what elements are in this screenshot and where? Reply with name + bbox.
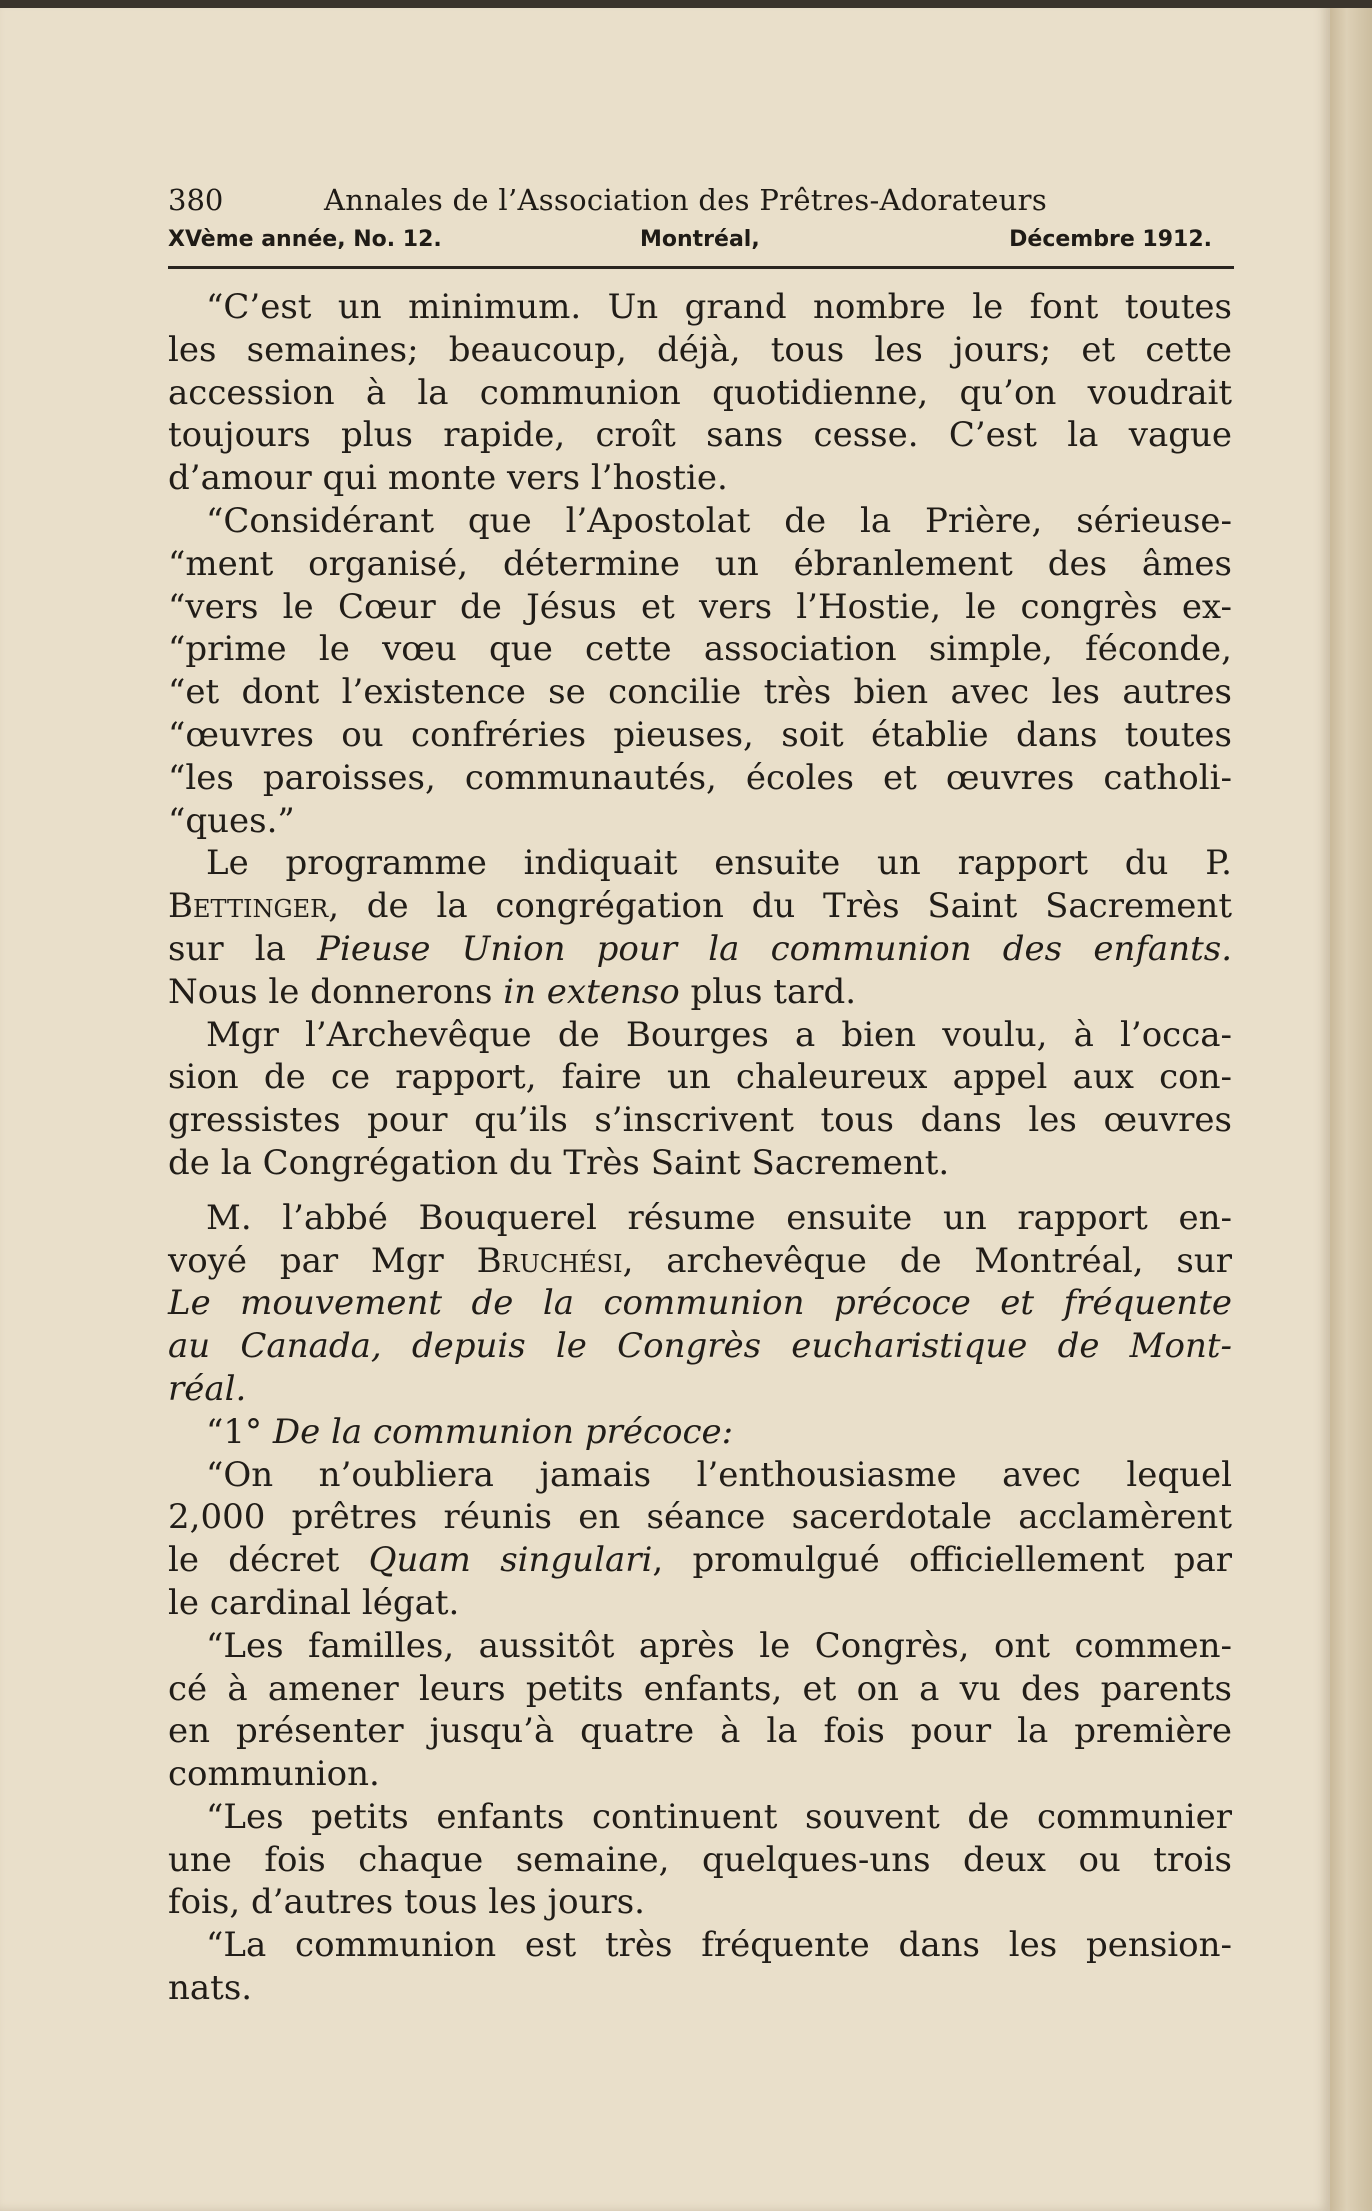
text-line: “C’est un minimum. Un grand nombre le font toutes [206, 287, 1232, 327]
text-line: “La communion est très fréquente dans les pension- [206, 1925, 1232, 1966]
text-line [168, 971, 1232, 1014]
text-line [168, 1240, 1232, 1283]
report-title: Pieuse Union pour la communion des enfants. [317, 928, 1233, 969]
text-line: cé à amener leurs petits enfants, et on a vu des parents [168, 1668, 1232, 1709]
page-number: 380 [168, 183, 224, 217]
text-span: Nous le donnerons [168, 971, 504, 1012]
text-line: “ques.” [168, 800, 295, 841]
section-heading: De la communion précoce: [272, 1411, 734, 1452]
text-line [168, 1325, 1232, 1368]
text-span: , archevêque de Montréal, sur [622, 1240, 1232, 1281]
text-span: “1° [206, 1411, 273, 1452]
top-border [0, 0, 1372, 8]
text-line: “prime le vœu que cette association simple, féconde, [168, 629, 1232, 670]
text-line: les semaines; beaucoup, déjà, tous les jours; et cette [168, 329, 1232, 370]
text-line: 2,000 prêtres réunis en séance sacerdotale acclamèrent [168, 1497, 1232, 1538]
text-line: accession à la communion quotidienne, qu’on voudrait [168, 372, 1232, 413]
text-line: d’amour qui monte vers l’hostie. [168, 458, 728, 499]
text-span: , de la congrégation du Très Saint Sacrement [328, 886, 1232, 927]
text-line: “Considérant que l’Apostolat de la Prière, sérieuse- [206, 500, 1232, 541]
text-line: Mgr l’Archevêque de Bourges a bien voulu, à l’occa- [206, 1014, 1232, 1055]
text-line [168, 885, 1232, 928]
text-line: communion. [168, 1754, 380, 1795]
text-line: le cardinal légat. [168, 1582, 460, 1623]
author-name: Bettinger [168, 886, 329, 927]
text-line: de la Congrégation du Très Saint Sacrement. [168, 1142, 950, 1183]
text-line: Le programme indiquait ensuite un rapport du P. [206, 843, 1232, 884]
text-line: une fois chaque semaine, quelques-uns deux ou trois [168, 1839, 1232, 1880]
text-line [168, 928, 1232, 971]
journal-title: Annales de l’Association des Prêtres-Adorateurs [324, 183, 1047, 217]
text-line: “vers le Cœur de Jésus et vers l’Hostie, le congrès ex- [168, 586, 1232, 627]
text-line: sion de ce rapport, faire un chaleureux appel aux con- [168, 1057, 1232, 1098]
text-line [168, 1539, 1232, 1582]
report-title: Le mouvement de la communion précoce et fréquente [168, 1283, 1232, 1324]
text-line: “œuvres ou confréries pieuses, soit établie dans toutes [168, 714, 1232, 755]
latin-phrase: in extenso [503, 971, 680, 1012]
report-title: au Canada, depuis le Congrès eucharistique de Mont- [168, 1326, 1232, 1367]
year-issue: XVème année, No. 12. [168, 227, 442, 252]
header-rule [168, 266, 1234, 269]
text-line: “les paroisses, communautés, écoles et œuvres catholi- [168, 757, 1232, 798]
text-line: fois, d’autres tous les jours. [168, 1882, 645, 1923]
body-text [168, 286, 1232, 2010]
paragraph-gap [168, 1185, 1232, 1197]
text-span: , promulgué officiellement par [652, 1540, 1232, 1581]
report-title: réal. [168, 1368, 247, 1409]
page-edge [1330, 0, 1372, 2211]
text-span: voyé par Mgr [168, 1240, 477, 1281]
text-line: “Les familles, aussitôt après le Congrès, ont commen- [206, 1625, 1232, 1666]
city: Montréal, [640, 227, 760, 252]
text-line: nats. [168, 1968, 253, 2009]
text-line [168, 1282, 1232, 1325]
text-line: “Les petits enfants continuent souvent de communier [206, 1796, 1232, 1837]
running-header [168, 183, 1232, 261]
archbishop-name: Bruchési [476, 1240, 623, 1281]
text-line: gressistes pour qu’ils s’inscrivent tous dans les œuvres [168, 1100, 1232, 1141]
text-line [168, 1368, 1232, 1411]
text-line: “On n’oubliera jamais l’enthousiasme avec lequel [206, 1454, 1232, 1495]
decree-title: Quam singulari [368, 1540, 653, 1581]
text-line: “et dont l’existence se concilie très bien avec les autres [168, 672, 1232, 713]
text-span: sur la [168, 928, 318, 969]
text-line [168, 1411, 1232, 1454]
text-span: le décret [168, 1540, 369, 1581]
text-line: en présenter jusqu’à quatre à la fois pour la première [168, 1711, 1232, 1752]
issue-date: Décembre 1912. [1009, 227, 1212, 252]
text-line: toujours plus rapide, croît sans cesse. C’est la vague [168, 415, 1232, 456]
text-span: plus tard. [679, 971, 857, 1012]
text-line: M. l’abbé Bouquerel résume ensuite un rapport en- [206, 1197, 1232, 1238]
text-line: “ment organisé, détermine un ébranlement des âmes [168, 543, 1232, 584]
